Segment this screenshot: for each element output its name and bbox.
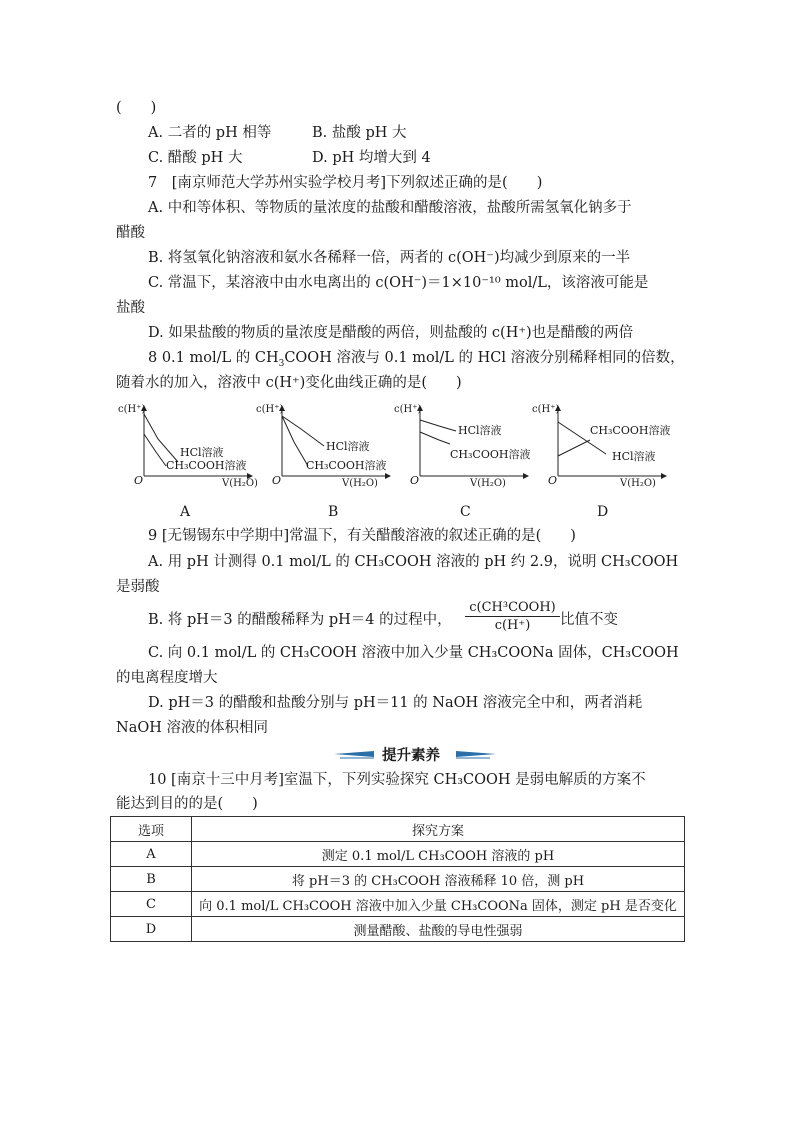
fraction-numerator: c(CH³COOH) — [465, 600, 560, 617]
table-header-row — [111, 817, 685, 842]
ch3cooh-curve — [144, 434, 166, 466]
q9-option-a-cont: 是弱酸 — [116, 579, 160, 595]
hcl-curve — [282, 416, 324, 446]
q9-option-b-post: 比值不变 — [560, 612, 618, 628]
q6-option-d: D. pH 均增大到 4 — [312, 150, 431, 166]
table-row — [111, 917, 685, 942]
graph-c[interactable] — [394, 404, 534, 494]
table-row — [111, 892, 685, 917]
q9-option-c: C. 向 0.1 mol/L 的 CH₃COOH 溶液中加入少量 CH₃COONa 固体，CH₃COOH — [148, 645, 679, 661]
ch3cooh-label: CH₃COOH溶液 — [590, 424, 671, 437]
graph-ylabel: c(H⁺) — [394, 404, 422, 415]
table-row — [111, 842, 685, 867]
q6-option-b: B. 盐酸 pH 大 — [312, 125, 407, 141]
ch3cooh-label: CH₃COOH溶液 — [166, 459, 247, 472]
header-option: 选项 — [111, 817, 192, 842]
table-row — [111, 867, 685, 892]
q8-stem-line1: 8 0.1 mol/L 的 $CH_3COOH$ 溶液与 0.1 mol/L 的 HCl 溶液分别稀释相同的倍数， — [148, 350, 685, 369]
q8-stem-pre: 8 0.1 mol/L 的 CH — [148, 350, 279, 366]
row-option: A — [111, 842, 192, 867]
graph-origin: O — [134, 474, 144, 487]
q7-option-d: D. 如果盐酸的物质的量浓度是醋酸的两倍，则盐酸的 c(H⁺)也是醋酸的两倍 — [148, 325, 634, 341]
q7-option-b: B. 将氢氧化钠溶液和氨水各稀释一倍，两者的 c(OH⁻)均减少到原来的一半 — [148, 250, 631, 266]
q6-option-c: C. 醋酸 pH 大 — [148, 150, 243, 166]
graph-b[interactable] — [256, 404, 396, 494]
q9-option-c-cont: 的电离程度增大 — [116, 670, 218, 686]
row-plan: 测定 0.1 mol/L CH₃COOH 溶液的 pH — [192, 842, 685, 867]
graph-origin: O — [410, 474, 420, 487]
graph-ylabel: c(H⁺) — [256, 404, 284, 415]
q10-stem-line2: 能达到目的的是( ) — [116, 796, 258, 812]
row-option: B — [111, 867, 192, 892]
q6-option-a: A. 二者的 pH 相等 — [148, 125, 272, 141]
graph-a[interactable] — [118, 404, 258, 494]
fraction-denominator: c(H⁺) — [494, 618, 531, 633]
q7-option-c: C. 常温下，某溶液中由水电离出的 c(OH⁻)＝1×10⁻¹⁰ mol/L，该溶液可能是 — [148, 275, 649, 291]
graph-ylabel: c(H⁺) — [118, 404, 146, 415]
graph-a-label: A — [180, 504, 191, 520]
graph-d-label: D — [597, 504, 609, 520]
hcl-label: HCl溶液 — [612, 450, 656, 463]
header-plan: 探究方案 — [192, 817, 685, 842]
hcl-label: HCl溶液 — [326, 440, 370, 453]
row-plan: 测量醋酸、盐酸的导电性强弱 — [192, 917, 685, 942]
ch3cooh-label: CH₃COOH溶液 — [450, 448, 531, 461]
graph-c-label: C — [460, 504, 471, 520]
graph-origin: O — [272, 474, 282, 487]
graph-ylabel: c(H⁺) — [532, 404, 560, 415]
q9-option-a: A. 用 pH 计测得 0.1 mol/L 的 CH₃COOH 溶液的 pH 约 2.9，说明 CH₃COOH — [148, 554, 679, 570]
q9-fraction — [465, 600, 560, 633]
q7-stem: 7 [南京师范大学苏州实验学校月考]下列叙述正确的是( ) — [148, 175, 543, 191]
graph-xlabel: V(H₂O) — [620, 478, 656, 489]
q7-option-a-cont: 醋酸 — [116, 225, 145, 241]
q10-stem-line1: 10 [南京十三中月考]室温下，下列实验探究 CH₃COOH 是弱电解质的方案不 — [148, 772, 646, 788]
plan-table — [110, 816, 685, 942]
graph-xlabel: V(H₂O) — [470, 478, 506, 489]
graph-d[interactable] — [532, 404, 672, 494]
graph-xlabel: V(H₂O) — [222, 478, 258, 489]
q9-stem: 9 [无锡锡东中学期中]常温下，有关醋酸溶液的叙述正确的是( ) — [148, 528, 576, 544]
q9-option-b-pre: B. 将 pH＝3 的醋酸稀释为 pH＝4 的过程中， — [148, 612, 452, 628]
graph-b-label: B — [328, 504, 339, 520]
row-option: C — [111, 892, 192, 917]
row-option: D — [111, 917, 192, 942]
q8-stem-mid: COOH 溶液与 0.1 mol/L 的 HCl 溶液分别稀释相同的倍数， — [284, 350, 685, 366]
graph-origin: O — [548, 474, 558, 487]
q7-option-a: A. 中和等体积、等物质的量浓度的盐酸和醋酸溶液，盐酸所需氢氧化钠多于 — [148, 200, 632, 216]
ch3cooh-curve — [558, 440, 590, 456]
q8-stem-line2: 随着水的加入，溶液中 c(H⁺)变化曲线正确的是( ) — [116, 375, 462, 391]
row-plan: 将 pH＝3 的 CH₃COOH 溶液稀释 10 倍，测 pH — [192, 867, 685, 892]
ch3cooh-curve — [420, 432, 450, 444]
q9-option-d-cont: NaOH 溶液的体积相同 — [116, 720, 268, 736]
row-plan: 向 0.1 mol/L CH₃COOH 溶液中加入少量 CH₃COONa 固体，测定 pH 是否变化 — [192, 892, 685, 917]
q9-option-d: D. pH＝3 的醋酸和盐酸分别与 pH＝11 的 NaOH 溶液完全中和，两者消耗 — [148, 695, 643, 711]
hcl-label: HCl溶液 — [180, 446, 224, 459]
hcl-label: HCl溶液 — [458, 424, 502, 437]
q7-option-c-cont: 盐酸 — [116, 300, 145, 316]
hcl-curve — [420, 420, 456, 431]
hcl-curve — [144, 414, 178, 462]
ch3cooh-curve — [282, 416, 308, 466]
q6-blank: ( ) — [116, 100, 157, 116]
section-title: 提升素养 — [382, 747, 440, 764]
ch3cooh-label: CH₃COOH溶液 — [306, 459, 387, 472]
graph-xlabel: V(H₂O) — [342, 478, 378, 489]
